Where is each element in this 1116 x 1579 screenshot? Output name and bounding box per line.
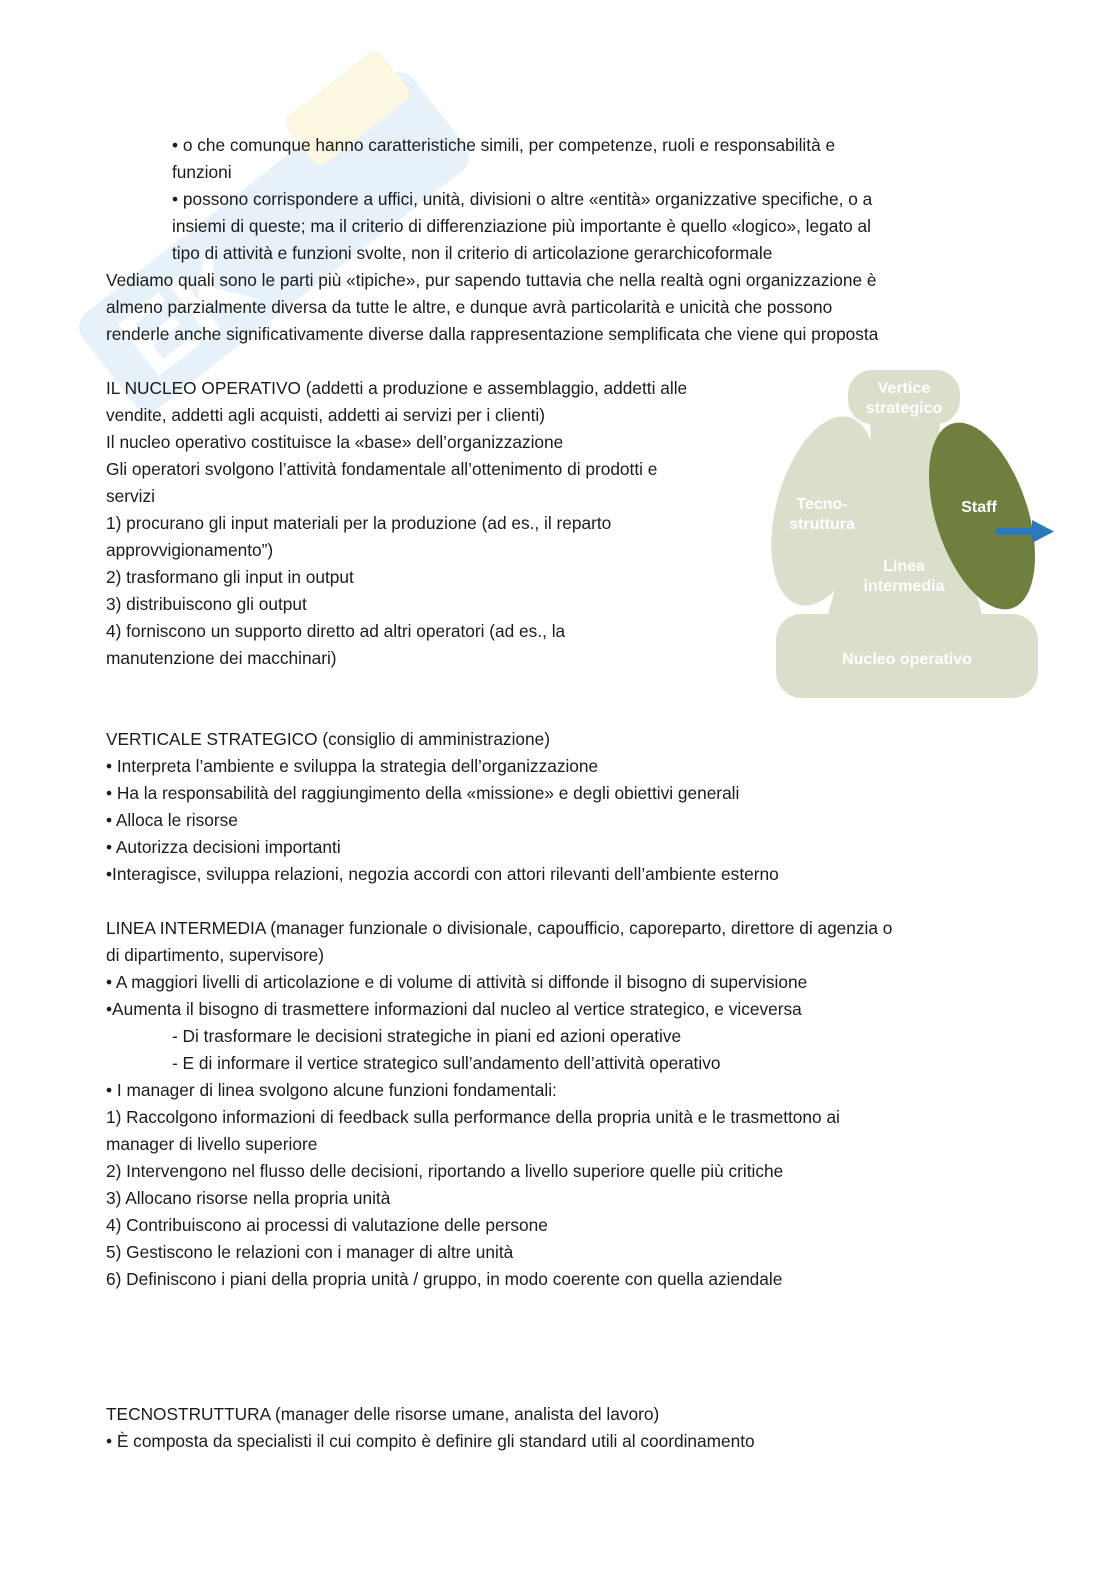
verticale-line: •Interagisce, sviluppa relazioni, negozia accordi con attori rilevanti dell’ambiente esterno — [106, 864, 779, 884]
verticale-line: • Ha la responsabilità del raggiungimento della «missione» e degli obiettivi generali — [106, 783, 740, 803]
section-heading-tecno: TECNOSTRUTTURA (manager delle risorse umane, analista del lavoro) — [106, 1404, 660, 1424]
linea-line: •Aumenta il bisogno di trasmettere informazioni dal nucleo al vertice strategico, e viceversa — [106, 999, 802, 1019]
linea-line: • I manager di linea svolgono alcune funzioni fondamentali: — [106, 1080, 557, 1100]
linea-line: 2) Intervengono nel flusso delle decisioni, riportando a livello superiore quelle più critiche — [106, 1161, 784, 1181]
linea-line: 5) Gestiscono le relazioni con i manager di altre unità — [106, 1242, 514, 1262]
verticale-line: • Interpreta l’ambiente e sviluppa la strategia dell’organizzazione — [106, 756, 599, 776]
intro-line: Vediamo quali sono le parti più «tipiche», pur sapendo tuttavia che nella realtà ogni organizzazione è — [106, 270, 877, 290]
nucleo-line: approvvigionamento”) — [106, 540, 274, 560]
nucleo-line: servizi — [106, 486, 155, 506]
nucleo-line: manutenzione dei macchinari) — [106, 648, 337, 668]
intro-line: funzioni — [172, 162, 232, 182]
nucleo-line: Gli operatori svolgono l’attività fondamentale all’ottenimento di prodotti e — [106, 459, 658, 479]
arrow-icon — [1032, 520, 1054, 543]
nucleo-line: 2) trasformano gli input in output — [106, 567, 354, 587]
verticale-line: • Autorizza decisioni importanti — [106, 837, 341, 857]
diagram-label-nucleo: Nucleo operativo — [842, 651, 972, 668]
intro-line: renderle anche significativamente diverse dalla rappresentazione semplificata che viene qui proposta — [106, 324, 879, 344]
section-heading-linea: LINEA INTERMEDIA (manager funzionale o divisionale, capoufficio, caporeparto, direttore di agenzia o — [106, 918, 893, 938]
linea-line: - E di informare il vertice strategico sull’andamento dell’attività operativo — [172, 1053, 721, 1073]
diagram-label-tecnostruttura: struttura — [789, 516, 855, 533]
linea-line: • A maggiori livelli di articolazione e di volume di attività si diffonde il bisogno di supervisione — [106, 972, 808, 992]
section-heading-verticale: VERTICALE STRATEGICO (consiglio di amministrazione) — [106, 729, 550, 749]
arrow-shaft — [996, 528, 1036, 535]
intro-line: insiemi di queste; ma il criterio di differenziazione più importante è quello «logico», legato al — [172, 216, 872, 236]
diagram-label-tecnostruttura: Tecno- — [796, 496, 848, 513]
intro-line: almeno parzialmente diversa da tutte le altre, e dunque avrà particolarità e unicità che possono — [106, 297, 833, 317]
nucleo-line: 4) forniscono un supporto diretto ad altri operatori (ad es., la — [106, 621, 566, 641]
linea-line: 1) Raccolgono informazioni di feedback sulla performance della propria unità e le trasmettono ai — [106, 1107, 840, 1127]
nucleo-line: vendite, addetti agli acquisti, addetti ai servizi per i clienti) — [106, 405, 545, 425]
organization-diagram — [770, 366, 1060, 706]
tecno-line: • È composta da specialisti il cui compito è definire gli standard utili al coordinamento — [106, 1431, 755, 1451]
intro-line: tipo di attività e funzioni svolte, non il criterio di articolazione gerarchicoformale — [172, 243, 773, 263]
linea-line: 6) Definiscono i piani della propria unità / gruppo, in modo coerente con quella aziendale — [106, 1269, 783, 1289]
intro-line: • o che comunque hanno caratteristiche simili, per competenze, ruoli e responsabilità e — [172, 135, 836, 155]
linea-line: - Di trasformare le decisioni strategiche in piani ed azioni operative — [172, 1026, 682, 1046]
linea-line: 4) Contribuiscono ai processi di valutazione delle persone — [106, 1215, 548, 1235]
linea-line: di dipartimento, supervisore) — [106, 945, 325, 965]
section-heading-nucleo: IL NUCLEO OPERATIVO (addetti a produzione e assemblaggio, addetti alle — [106, 378, 688, 398]
diagram-label-vertice: strategico — [865, 400, 943, 417]
nucleo-line: 1) procurano gli input materiali per la produzione (ad es., il reparto — [106, 513, 612, 533]
diagram-label-linea: Linea — [883, 558, 925, 575]
nucleo-line: Il nucleo operativo costituisce la «base» dell’organizzazione — [106, 432, 564, 452]
watermark-text: EK — [100, 230, 272, 397]
linea-line: 3) Allocano risorse nella propria unità — [106, 1188, 391, 1208]
diagram-label-vertice: Vertice — [877, 380, 931, 397]
diagram-label-staff: Staff — [961, 499, 997, 516]
verticale-line: • Alloca le risorse — [106, 810, 238, 830]
intro-line: • possono corrispondere a uffici, unità, divisioni o altre «entità» organizzative specifiche, o a — [172, 189, 873, 209]
diagram-label-linea: intermedia — [863, 578, 945, 595]
linea-line: manager di livello superiore — [106, 1134, 318, 1154]
nucleo-line: 3) distribuiscono gli output — [106, 594, 307, 614]
